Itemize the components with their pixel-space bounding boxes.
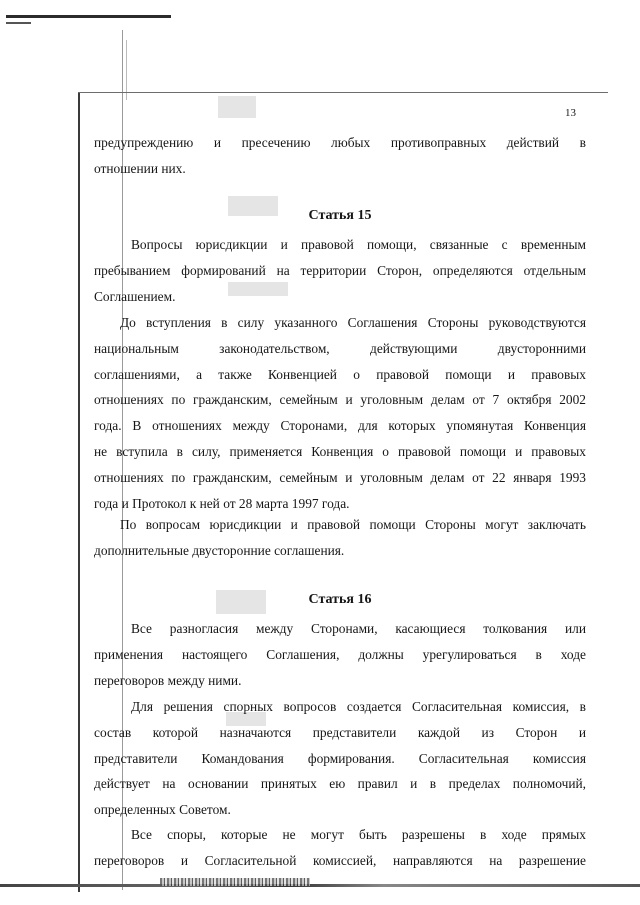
text-line: национальным законодательством, действующими двусторонними — [94, 340, 586, 356]
page-frame-left-edge — [78, 92, 80, 892]
text-line: года. В отношениях между Сторонами, для которых упомянутая Конвенция — [94, 418, 586, 434]
scan-edge-top — [6, 15, 171, 18]
article-15-heading: Статья 15 — [308, 208, 372, 223]
text-line: соглашениями, а также Конвенцией о правовой помощи и правовых — [94, 366, 586, 382]
article-15-paragraph-1 — [94, 232, 586, 309]
article-16-heading: Статья 16 — [308, 592, 372, 607]
article-15-paragraph-2 — [94, 310, 586, 516]
text-line: Все разногласия между Сторонами, касающиеся толкования или — [131, 621, 586, 636]
page-frame-top-edge — [78, 92, 608, 93]
scan-edge-top-short — [6, 22, 31, 24]
text-line: года и Протокол к ней от 28 марта 1997 года. — [94, 495, 350, 511]
text-line: отношениях по гражданским, семейным и уголовным делам от 7 октября 2002 — [94, 392, 586, 408]
article-15-paragraph-3 — [94, 512, 586, 564]
scan-noise-bottom — [160, 878, 310, 886]
article-16-paragraph-1 — [94, 616, 586, 693]
binding-shadow-line-short — [126, 40, 127, 100]
intro-paragraph — [94, 130, 586, 182]
article-16-paragraph-3 — [94, 822, 586, 874]
text-line: применения настоящего Соглашения, должны урегулироваться в ходе — [94, 646, 586, 662]
text-line: пребыванием формирований на территории Сторон, определяются отдельным — [94, 262, 586, 278]
text-line: Для решения спорных вопросов создается Согласительная комиссия, в — [131, 699, 586, 714]
text-line: Все споры, которые не могут быть разрешены в ходе прямых — [131, 827, 586, 842]
text-line: По вопросам юрисдикции и правовой помощи Стороны могут заключать — [120, 517, 586, 532]
text-line: переговоров и Согласительной комиссией, направляются на разрешение — [94, 852, 586, 868]
text-line: Вопросы юрисдикции и правовой помощи, связанные с временным — [131, 237, 586, 252]
text-line: предупреждению и пресечению любых противоправных действий в — [94, 135, 586, 150]
text-line: отношениях по гражданским, семейным и уголовным делам от 22 января 1993 — [94, 469, 586, 485]
text-line: действует на основании принятых ею правил и в пределах полномочий, — [94, 776, 586, 792]
text-line: переговоров между ними. — [94, 672, 242, 688]
scan-edge-bottom — [0, 884, 640, 887]
text-line: Соглашением. — [94, 288, 176, 304]
scan-speckle — [218, 96, 256, 118]
text-line: не вступила в силу, применяется Конвенция о правовой помощи и правовых — [94, 443, 586, 459]
text-line: состав которой назначаются представители каждой из Сторон и — [94, 724, 586, 740]
text-line: дополнительные двусторонние соглашения. — [94, 542, 345, 558]
text-line: представители Командования формирования. Согласительная комиссия — [94, 750, 586, 766]
text-line: отношении них. — [94, 160, 186, 176]
article-16-paragraph-2 — [94, 694, 586, 823]
text-line: определенных Советом. — [94, 802, 231, 818]
text-line: До вступления в силу указанного Соглашения Стороны руководствуются — [120, 315, 586, 330]
page-number: 13 — [565, 107, 576, 119]
